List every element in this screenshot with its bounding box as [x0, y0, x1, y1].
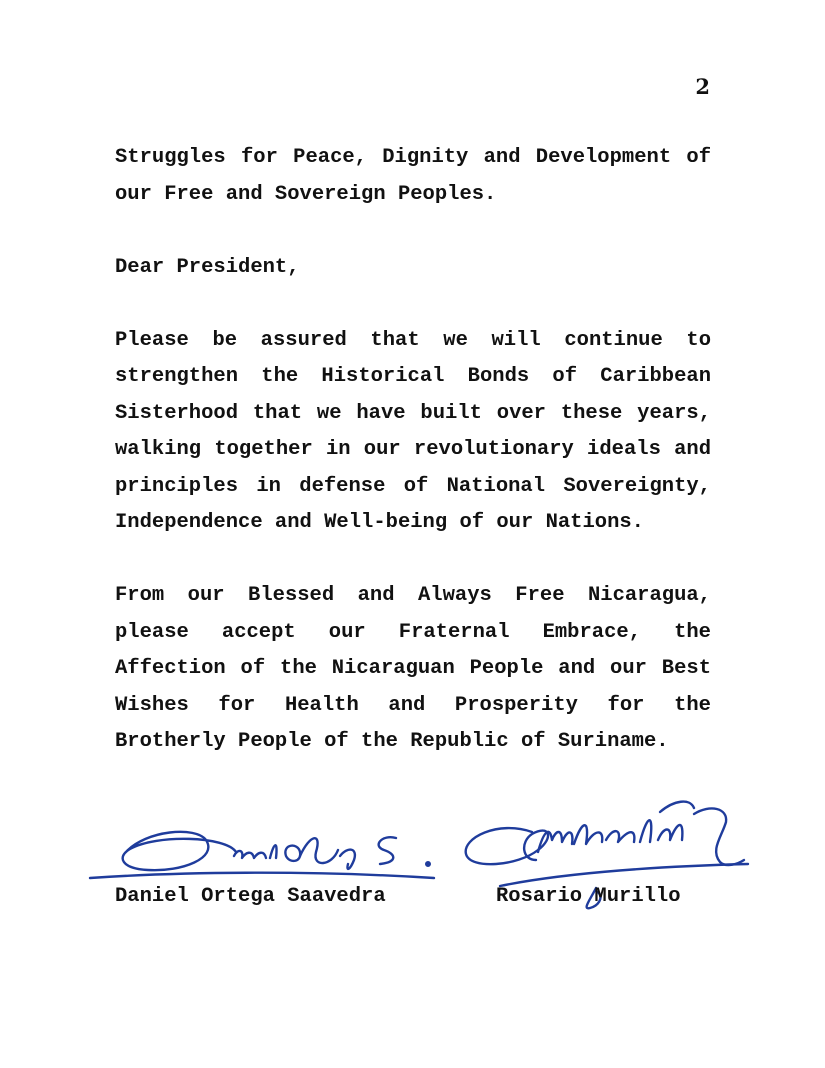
signer-name-ortega: Daniel Ortega Saavedra	[115, 885, 386, 908]
signer-name-murillo: Rosario Murillo	[496, 885, 681, 908]
salutation: Dear President,	[115, 255, 300, 279]
closing-phrase-paragraph: Struggles for Peace, Dignity and Development of our Free and Sovereign Peoples.	[115, 146, 711, 206]
body-paragraph-embrace: From our Blessed and Always Free Nicaragua, please accept our Fraternal Embrace, the Affection of the Nicaraguan People and our Best Wishes for Health and Prosperity for the Brotherly People of the Republic of Suriname.	[115, 584, 711, 753]
page-number: 2	[695, 74, 710, 99]
letter-body	[115, 140, 711, 797]
body-paragraph-bonds: Please be assured that we will continue to strengthen the Historical Bonds of Caribbean Sisterhood that we have built over these years, walking together in our revolutionary ideals and principles in defense of National Sovereignty, Independence and Well-being of our Nations.	[115, 328, 711, 534]
signature-ortega-strokes	[90, 832, 434, 878]
